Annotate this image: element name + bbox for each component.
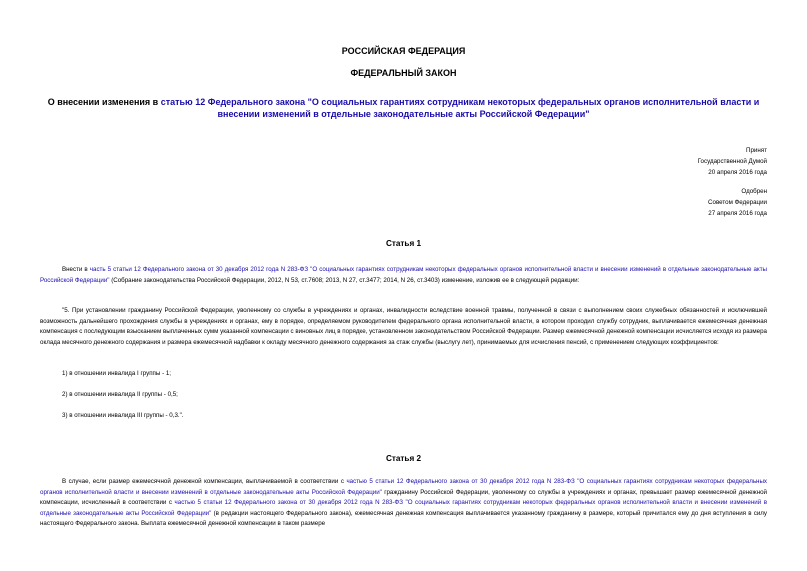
country-heading: РОССИЙСКАЯ ФЕДЕРАЦИЯ — [341, 46, 466, 56]
coefficient-item-1: 1) в отношении инвалида I группы - 1; — [62, 370, 172, 377]
a1-p1-link[interactable]: часть 5 статьи 12 Федерального закона от 30 декабря 2012 года N 283-ФЗ "О социальных гарантиях сотрудникам некоторых федеральных органов исполнительной власти и внесении изменений в отдельные законодательные акты Российской Федерации" — [40, 266, 767, 284]
a1-p1-prefix: Внести в — [62, 266, 90, 273]
a2-text-2: гражданину Российской Федерации, уволенному со службы в учреждениях и органах, превышает размер ежемесячной денежной компенсации, исчисленный в соответствии с — [40, 488, 768, 507]
a2-link-1[interactable]: частью 5 статьи 12 Федерального закона от 30 декабря 2012 года N 283-ФЗ "О социальных гарантиях сотрудникам некоторых федеральных органов исполнительной власти и внесении изменений в отдельные законодательные акты Российской Федерации" — [40, 478, 768, 496]
adoption-council — [567, 186, 767, 219]
a2-text-3: (в редакции настоящего Федерального закона), ежемесячная денежная компенсация выплачивается указанному гражданину в размере, который причитался ему до дня вступления в силу настоящего Федерального закона. Выплата ежемесячной денежной компенсации в таком размере — [40, 509, 768, 528]
article-2-heading: Статья 2 — [385, 454, 422, 463]
coefficient-item-3: 3) в отношении инвалида III группы - 0,3.". — [62, 412, 184, 419]
title-link[interactable]: статью 12 Федерального закона "О социальных гарантиях сотрудникам некоторых федеральных органов исполнительной власти и внесении изменений в отдельные законодательные акты Российской Федерации" — [160, 97, 760, 119]
approved-date: 27 апреля 2016 года — [708, 210, 767, 217]
doc-type-heading: ФЕДЕРАЛЬНЫЙ ЗАКОН — [350, 68, 457, 78]
a1-p1-suffix: (Собрание законодательства Российской Федерации, 2012, N 53, ст.7608; 2013, N 27, ст.3477; 2014, N 26, ст.3403) изменение, изложив ее в следующей редакции: — [109, 276, 580, 284]
article-2-paragraph-1 — [40, 477, 767, 530]
approved-by: Советом Федерации — [708, 199, 767, 206]
adoption-duma — [567, 145, 767, 178]
title-prefix: О внесении изменения в — [47, 97, 161, 107]
a2-text-1: В случае, если размер ежемесячной денежной компенсации, выплачиваемой в соответствии с — [62, 478, 347, 485]
article-1-paragraph-1 — [40, 265, 767, 286]
approved-label: Одобрен — [741, 188, 767, 195]
article-1-paragraph-2: "5. При установлении гражданину Российской Федерации, уволенному со службы в учреждениях и органах, инвалидности вследствие военной травмы, полученной в связи с выполнением своих служебных обязанностей и исключившей возможность дальнейшего прохождения службы в учреждениях и органах, ему в порядке, определяемом руководителем федерального органа исполнительной власти, в котором проходил службу сотрудник, выплачивается ежемесячная денежная компенсация с последующим взысканием выплаченных сумм указанной компенсации с виновных лиц в порядке, установленном законодательством Российской Федерации. Размер ежемесячной денежной компенсации исчисляется исходя из размера оклада месячного денежного содержания и размера ежемесячной надбавки к окладу месячного денежного содержания за стаж службы (выслугу лет), принимаемых для исчисления пенсий, с применением следующих коэффициентов: — [40, 307, 767, 346]
a2-link-2[interactable]: частью 5 статьи 12 Федерального закона от 30 декабря 2012 года N 283-ФЗ "О социальных гарантиях сотрудникам некоторых федеральных органов исполнительной власти и внесении изменений в отдельные законодательные акты Российской Федерации" — [40, 499, 768, 517]
accepted-by: Государственной Думой — [697, 158, 767, 165]
accepted-date: 20 апреля 2016 года — [708, 169, 767, 176]
article-1-heading: Статья 1 — [385, 239, 422, 248]
accepted-label: Принят — [746, 147, 767, 154]
coefficient-item-2: 2) в отношении инвалида II группы - 0,5; — [62, 391, 178, 398]
law-title — [40, 96, 767, 120]
